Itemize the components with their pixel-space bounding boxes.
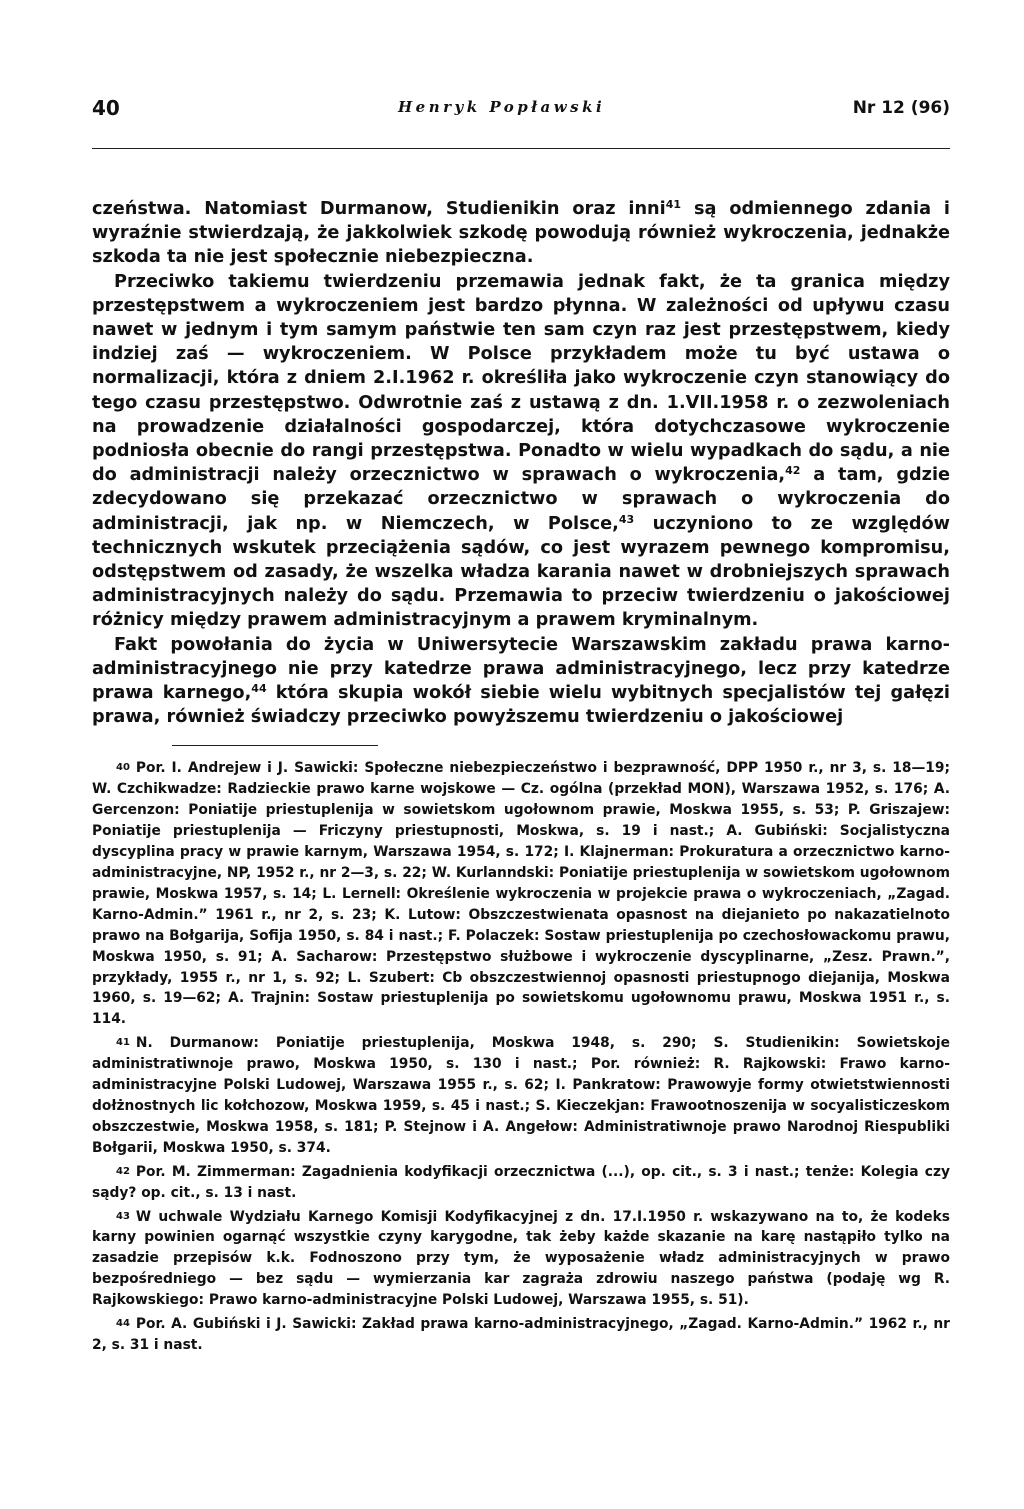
footnote-text: Por. I. Andrejew i J. Sawicki: Społeczne niebezpieczeństwo i bezprawność, DPP 1950 r., nr 3, s. 18—19; W. Czchikwadze: Radzieckie prawo karne wojskowe — Cz. ogólna (przekład MON), Warszawa 1952, s. 176; A. Gercenzon: Poniatije priestuplenija w sowietskom ugołownom prawie, Moskwa 1955, s. 53; P. Griszajew: Poniatije priestuplenija — Friczyny priestupnosti, Moskwa, s. 19 i nast.; A. Gubiński: Socjalistyczna dyscyplina pracy w prawie karnym, Warszawa 1954, s. 172; I. Klajnerman: Prokuratura a orzecznictwo karno-administracyjne, NP, 1952 r., nr 2—3, s. 22; W. Kurlanndski: Poniatije priestuplenija w sowietskom ugołownom prawie, Moskwa 1957, s. 14; L. Lernell: Określenie wykroczenia w projekcie prawa o wykroczeniach, „Zagad. Karno-Admin.” 1961 r., nr 2, s. 23; K. Lutow: Obszczestwienata opasnost na diejanieto po nakazatielnoto prawo na Bołgarija, Sofija 1950, s. 84 i nast.; F. Polaczek: Sostaw priestuplenija po czechosłowackomu prawu, Moskwa 1950, s. 91; A. Sacharow: Przestępstwo służbowe i wykroczenie dyscyplinarne, „Zesz. Prawn.”, przykłady, 1955 r., nr 1, s. 92; L. Szubert: Cb obszczestwiennoj opasnosti priestupnogo diejanija, Moskwa 1960, s. 19—62; A. Trajnin: Sostaw priestuplenija po sowietskomu ugołownomu prawu, Moskwa 1951 r., s. 114. xyxy=(92,760,950,1028)
footnote-ref[interactable]: 43 xyxy=(618,512,635,526)
paragraph: czeństwa. Natomiast Durmanow, Studienikin oraz inni$^{41}$ są odmiennego zdania i wyraźnie stwierdzają, że jakkolwiek szkodę powodują również wykroczenia, jednakże szkoda ta nie jest społecznie niebezpieczna. xyxy=(92,198,950,268)
footnote-number: 41 xyxy=(116,1037,130,1049)
footnote-text: Por. M. Zimmerman: Zagadnienia kodyfikacji orzecznictwa (...), op. cit., s. 3 i nast.; tenże: Kolegia czy sądy? op. cit., s. 13 i nast. xyxy=(92,1163,950,1201)
page-header xyxy=(92,88,950,149)
running-title: Henryk Popławski xyxy=(398,98,606,116)
footnotes xyxy=(92,758,950,1355)
footnote-ref[interactable]: 42 xyxy=(785,464,801,478)
paragraph: Fakt powołania do życia w Uniwersytecie Warszawskim zakładu prawa karno-administracyjnego nie przy katedrze prawa administracyjnego, lecz przy katedrze prawa karnego,$^{44}$ która skupia wokół siebie wielu wybitnych specjalistów tej gałęzi prawa, również świadczy przeciwko powyższemu twierdzeniu o jakościowej xyxy=(92,634,950,728)
footnote-number: 43 xyxy=(116,1210,130,1222)
document-page xyxy=(92,88,950,1359)
footnote-number: 40 xyxy=(116,762,130,774)
footnote xyxy=(92,1207,950,1312)
page-number: 40 xyxy=(92,96,120,120)
body-text xyxy=(92,197,950,729)
footnote-ref[interactable]: 44 xyxy=(251,682,267,696)
footnote xyxy=(92,758,950,1030)
issue-number: Nr 12 (96) xyxy=(852,98,950,118)
paragraph: Przeciwko takiemu twierdzeniu przemawia jednak fakt, że ta granica między przestępstwem a wykroczeniem jest bardzo płynna. W zależności od upływu czasu nawet w jednym i tym samym państwie ten sam czyn raz jest przestępstwem, kiedy indziej zaś — wykroczeniem. W Polsce przykładem może tu być ustawa o normalizacji, która z dniem 2.I.1962 r. określiła jako wykroczenie czyn stanowiący do tego czasu przestępstwo. Odwrotnie zaś z ustawą z dn. 1.VII.1958 r. o zezwoleniach na prowadzenie działalności gospodarczej, która dotychczasowe wykroczenie podniosła obecnie do rangi przestępstwa. Ponadto w wielu wypadkach do sądu, a nie do administracji należy orzecznictwo w sprawach o wykroczenia,$^{42}$ a tam, gdzie zdecydowano się przekazać orzecznictwo w sprawach o wykroczenia do administracji, jak np. w Niemczech, w Polsce,$^{43}$ uczyniono to ze względów technicznych wskutek przeciążenia sądów, co jest wyrazem pewnego kompromisu, odstępstwem od zasady, że wszelka władza karania nawet w drobniejszych sprawach administracyjnych należy do sądu. Przemawia to przeciw twierdzeniu o jakościowej różnicy między prawem administracyjnym a prawem kryminalnym. xyxy=(92,271,951,631)
footnote-number: 42 xyxy=(116,1165,130,1177)
footnote-text: Por. A. Gubiński i J. Sawicki: Zakład prawa karno-administracyjnego, „Zagad. Karno-Admin.” 1962 r., nr 2, s. 31 i nast. xyxy=(92,1316,950,1353)
footnote-divider xyxy=(172,745,378,758)
footnote-text: N. Durmanow: Poniatije priestuplenija, Moskwa 1948, s. 290; S. Studienikin: Sowietskoje administratiwnoje prawo, Moskwa 1950, s. 130 i nast.; Por. również: R. Rajkowski: Frawo karno-administracyjne Polski Ludowej, Warszawa 1955 r., s. 62; I. Pankratow: Prawowyje formy otwietstwiennosti dołżnostnych lic kołchozow, Moskwa 1959, s. 45 i nast.; S. Kieczekjan: Frawootnoszenija w socyalisticzeskom obszczestwie, Moskwa 1958, s. 181; P. Stejnow i A. Angełow: Administratiwnoje prawo Narodnoj Riespubliki Bołgarii, Moskwa 1950, s. 374. xyxy=(92,1035,950,1156)
footnote-text: W uchwale Wydziału Karnego Komisji Kodyfikacyjnej z dn. 17.I.1950 r. wskazywano na to, że kodeks karny powinien ogarnąć wszystkie czyny karygodne, tak żeby każde skazanie na karę nastąpiło tylko na zasadzie przepisów k.k. Fodnoszono przy tym, że wyposażenie władz administracyjnych w prawo bezpośredniego — bez sądu — wymierzania kar zagraża zdrowiu naszego państwa (podaję wg R. Rajkowskiego: Prawo karno-administracyjne Polski Ludowej, Warszawa 1955, s. 51). xyxy=(92,1208,950,1309)
footnote-ref[interactable]: 41 xyxy=(665,198,682,211)
footnote xyxy=(92,1162,950,1204)
footnote-number: 44 xyxy=(116,1318,130,1330)
footnote xyxy=(92,1314,950,1356)
footnote xyxy=(92,1033,950,1158)
